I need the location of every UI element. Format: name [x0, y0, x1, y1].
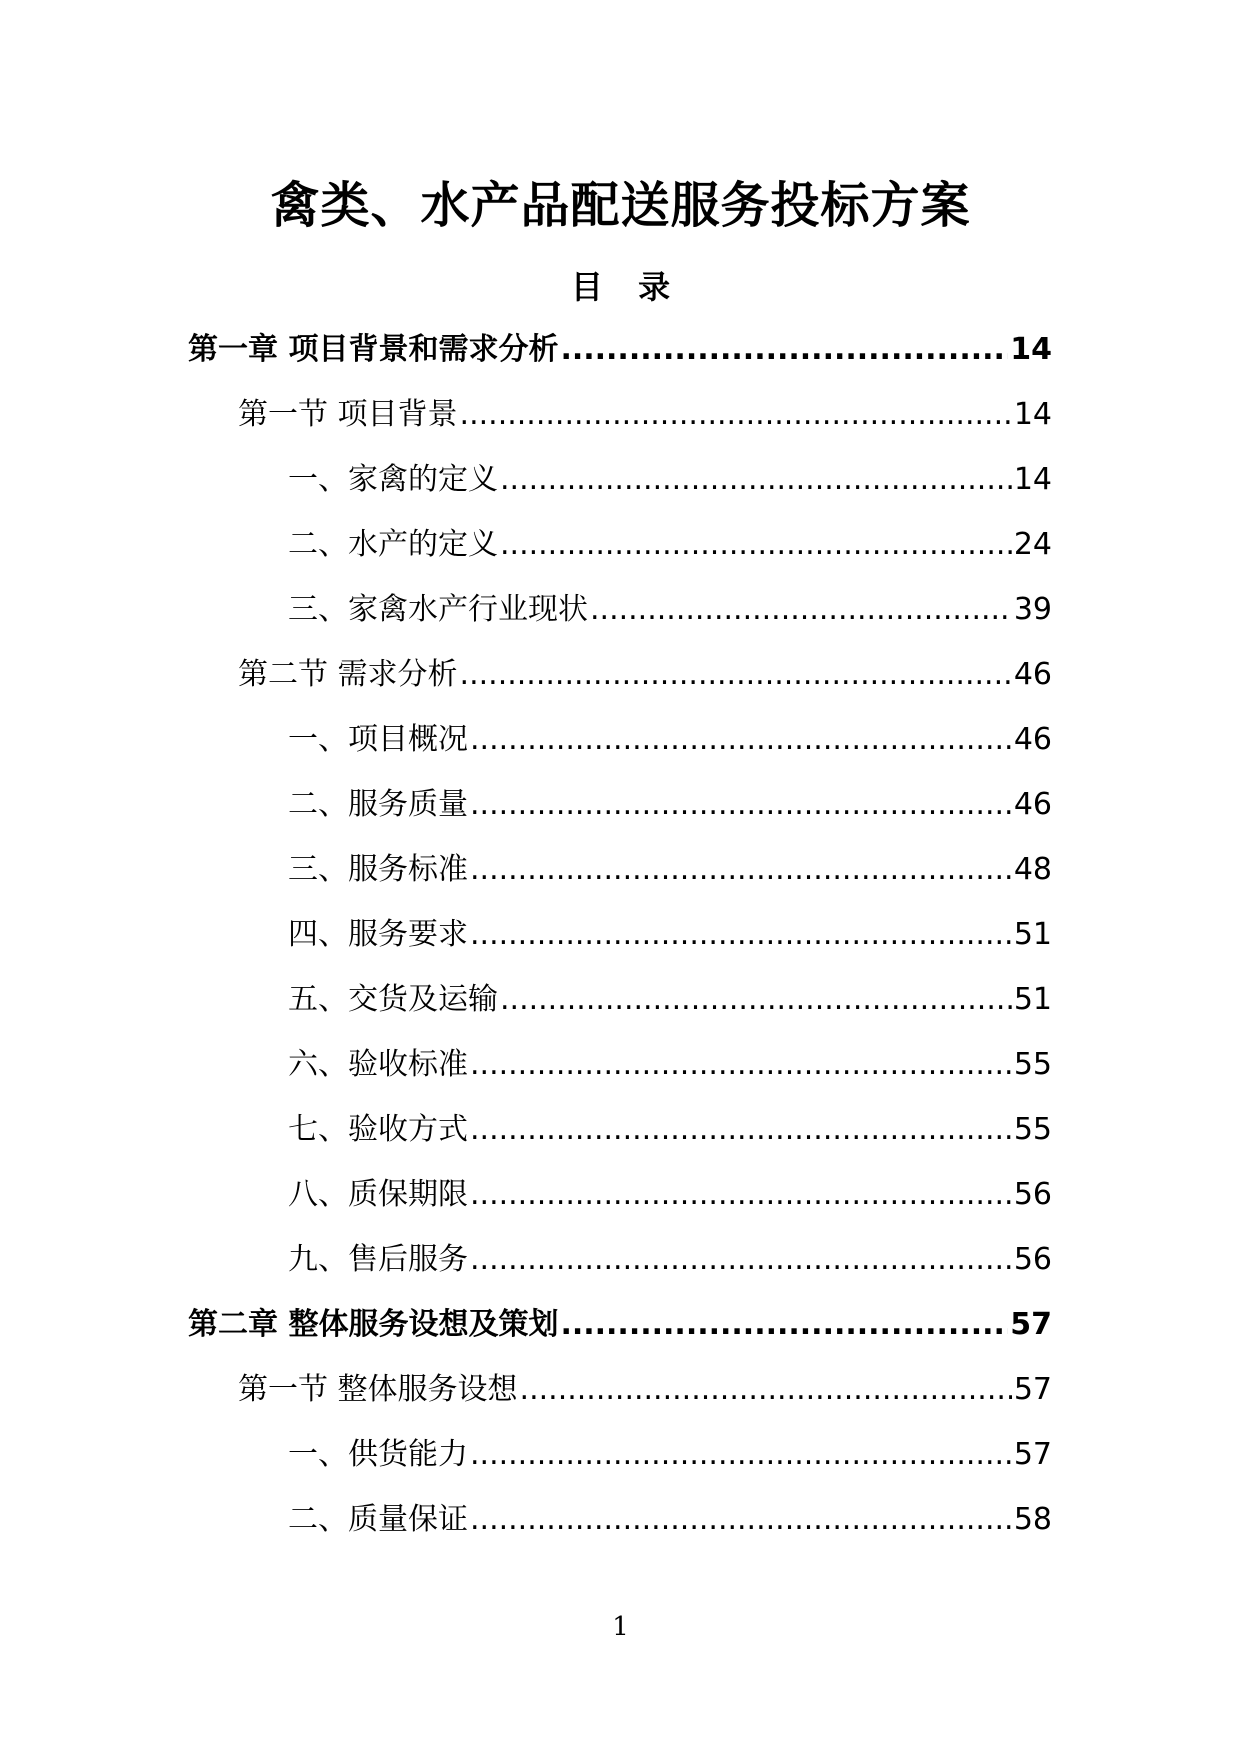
toc-dot-leader	[460, 395, 1012, 435]
toc-entry-title: 四、服务要求	[288, 917, 468, 952]
toc-dot-leader	[500, 525, 1012, 565]
toc-entry-page: 14	[1010, 332, 1052, 367]
toc-dot-leader	[500, 980, 1012, 1020]
toc-entry-page: 56	[1013, 1177, 1052, 1212]
toc-entry-title: 二、服务质量	[288, 787, 468, 822]
toc-entry-page: 58	[1013, 1502, 1052, 1537]
toc-entry-title: 九、售后服务	[288, 1242, 468, 1277]
toc-entry-page: 39	[1013, 592, 1052, 627]
toc-entry[interactable]	[188, 1370, 1052, 1435]
toc-entry[interactable]	[188, 785, 1052, 850]
toc-dot-leader	[470, 915, 1012, 955]
toc-dot-leader	[470, 1500, 1012, 1540]
toc-entry-title: 七、验收方式	[288, 1112, 468, 1147]
toc-entry-page: 51	[1013, 917, 1052, 952]
toc-entry[interactable]	[188, 1045, 1052, 1110]
toc-entry-title: 三、家禽水产行业现状	[288, 592, 588, 627]
toc-entry-page: 51	[1013, 982, 1052, 1017]
toc-entry-title: 二、质量保证	[288, 1502, 468, 1537]
toc-dot-leader	[470, 1240, 1012, 1280]
toc-entry[interactable]	[188, 655, 1052, 720]
toc-entry-title: 第一节 整体服务设想	[238, 1372, 518, 1407]
toc-entry[interactable]	[188, 395, 1052, 460]
toc-entry-title: 一、家禽的定义	[288, 462, 498, 497]
toc-entry[interactable]	[188, 915, 1052, 980]
toc-entry-title: 第二节 需求分析	[238, 657, 458, 692]
toc-entry[interactable]	[188, 1240, 1052, 1305]
toc-dot-leader	[470, 850, 1012, 890]
toc-entry-page: 57	[1013, 1372, 1052, 1407]
toc-dot-leader	[500, 460, 1012, 500]
toc-entry-title: 五、交货及运输	[288, 982, 498, 1017]
toc-dot-leader	[560, 1305, 1008, 1345]
toc-entry-page: 56	[1013, 1242, 1052, 1277]
table-of-contents	[188, 330, 1052, 1565]
toc-entry-title: 第二章 整体服务设想及策划	[188, 1307, 559, 1342]
toc-entry-page: 46	[1013, 722, 1052, 757]
toc-dot-leader	[470, 1175, 1012, 1215]
toc-entry-page: 46	[1013, 657, 1052, 692]
toc-entry[interactable]	[188, 980, 1052, 1045]
toc-entry-title: 第一节 项目背景	[238, 397, 458, 432]
toc-entry[interactable]	[188, 590, 1052, 655]
toc-entry[interactable]	[188, 1435, 1052, 1500]
toc-entry[interactable]	[188, 330, 1052, 395]
toc-entry-title: 一、供货能力	[288, 1437, 468, 1472]
toc-entry[interactable]	[188, 1110, 1052, 1175]
toc-entry-page: 55	[1013, 1112, 1052, 1147]
toc-entry[interactable]	[188, 1305, 1052, 1370]
toc-entry-page: 48	[1013, 852, 1052, 887]
toc-dot-leader	[470, 785, 1012, 825]
toc-entry-title: 一、项目概况	[288, 722, 468, 757]
toc-heading: 目 录	[570, 268, 683, 306]
toc-entry-page: 24	[1013, 527, 1052, 562]
toc-entry[interactable]	[188, 1500, 1052, 1565]
toc-dot-leader	[470, 1110, 1012, 1150]
toc-dot-leader	[470, 1045, 1012, 1085]
toc-entry[interactable]	[188, 850, 1052, 915]
page-number: 1	[612, 1612, 629, 1642]
toc-entry-page: 57	[1013, 1437, 1052, 1472]
toc-entry[interactable]	[188, 720, 1052, 785]
toc-entry-page: 46	[1013, 787, 1052, 822]
toc-entry-title: 第一章 项目背景和需求分析	[188, 332, 559, 367]
toc-entry-page: 57	[1010, 1307, 1052, 1342]
toc-dot-leader	[590, 590, 1012, 630]
toc-entry[interactable]	[188, 460, 1052, 525]
toc-dot-leader	[470, 720, 1012, 760]
toc-dot-leader	[520, 1370, 1012, 1410]
toc-dot-leader	[460, 655, 1012, 695]
toc-dot-leader	[470, 1435, 1012, 1475]
toc-entry-title: 八、质保期限	[288, 1177, 468, 1212]
toc-entry-page: 14	[1013, 397, 1052, 432]
toc-entry-title: 三、服务标准	[288, 852, 468, 887]
document-title: 禽类、水产品配送服务投标方案	[270, 177, 971, 234]
toc-entry-page: 14	[1013, 462, 1052, 497]
toc-entry-title: 六、验收标准	[288, 1047, 468, 1082]
toc-entry-title: 二、水产的定义	[288, 527, 498, 562]
toc-entry-page: 55	[1013, 1047, 1052, 1082]
toc-entry[interactable]	[188, 1175, 1052, 1240]
toc-entry[interactable]	[188, 525, 1052, 590]
toc-dot-leader	[560, 330, 1008, 370]
